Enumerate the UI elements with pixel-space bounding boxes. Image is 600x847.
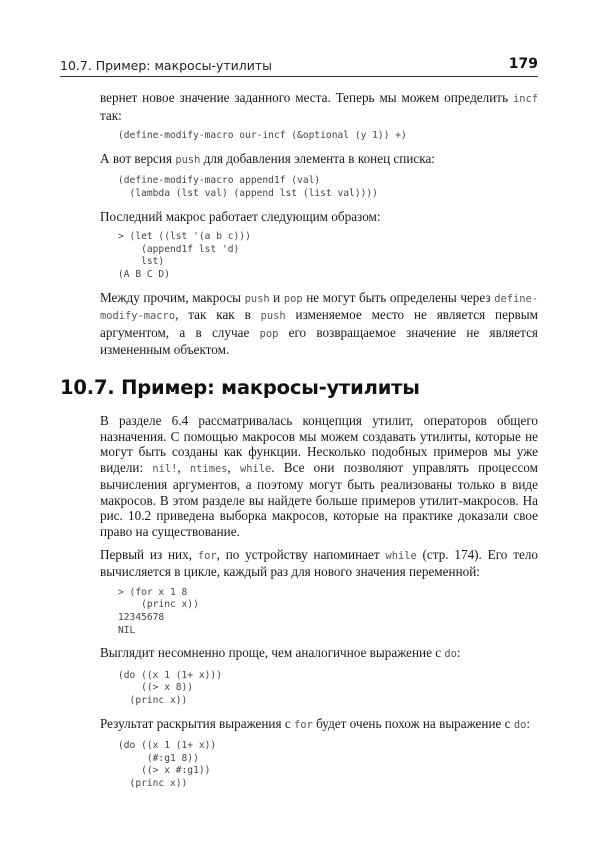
inline-code: for	[294, 718, 313, 731]
code-block-5: (do ((x 1 (1+ x))) ((> x 8)) (princ x))	[118, 669, 222, 706]
inline-code: nil!	[152, 462, 178, 475]
code-block-6: (do ((x 1 (1+ x)) (#:g1 8)) ((> x #:g1)) (princ x))	[118, 740, 217, 789]
paragraph-1: вернет новое значение заданного места. Теперь мы можем определить incf так:	[100, 90, 538, 123]
section-heading: 10.7. Пример: макросы-утилиты	[60, 375, 420, 399]
inline-code: for	[197, 549, 217, 562]
inline-code: push	[175, 153, 201, 166]
inline-code: push	[244, 292, 270, 305]
paragraph-3: Последний макрос работает следующим образом:	[100, 208, 381, 224]
inline-code: do	[513, 718, 527, 731]
code-block-4: > (for x 1 8 (princ x)) 12345678 NIL	[118, 586, 199, 636]
paragraph-8: Результат раскрытия выражения с for будет очень похож на выражение с do:	[100, 715, 531, 731]
inline-code: ntimes	[189, 462, 228, 475]
inline-code: while	[239, 462, 272, 475]
code-block-2: (define-modify-macro append1f (val) (lambda (lst val) (append lst (list val))))	[118, 175, 378, 199]
page-number: 179	[508, 56, 538, 72]
paragraph-2: А вот версия push для добавления элемента в конец списка:	[100, 150, 435, 166]
running-head	[60, 56, 538, 76]
inline-code: while	[385, 549, 417, 562]
paragraph-4: Между прочим, макросы push и pop не могут быть определены через define-modify-macro, так как в push изменяемое место не является первым аргументом, а в случае pop его возвращаемое значение не является измененным объектом.	[100, 289, 539, 358]
inline-code: pop	[283, 292, 303, 305]
inline-code: define-modify-macro	[100, 292, 539, 323]
inline-code: pop	[259, 327, 279, 340]
inline-code: incf	[512, 93, 538, 105]
header-rule	[60, 76, 538, 77]
code-block-1: (define-modify-macro our-incf (&optional (y 1)) +)	[118, 130, 407, 142]
running-title: 10.7. Пример: макросы-утилиты	[60, 58, 273, 73]
page-body	[60, 90, 539, 799]
inline-code: push	[260, 310, 286, 323]
paragraph-5: В разделе 6.4 рассматривалась концепция утилит, операторов общего назначения. С помощью макросов мы можем создавать утилиты, которые не могут быть созданы как функции. Несколько подобных примеров мы уже видели: nil!, ntimes, while. Все они позволяют управлять процессом вычисления аргументов, а поэтому могут быть реализованы только в виде макросов. В этом разделе вы найдете больше примеров утилит-макросов. На рис. 10.2 приведена выборка макросов, которые на практике доказали свое право на существование.	[100, 412, 538, 540]
code-block-3: > (let ((lst '(a b c))) (append1f lst 'd) lst) (A B C D)	[118, 231, 251, 280]
paragraph-7: Выглядит несомненно проще, чем аналогичное выражение с do:	[100, 645, 461, 661]
paragraph-6: Первый из них, for, по устройству напоминает while (стр. 174). Его тело вычисляется в цикле, каждый раз для нового значения переменной:	[100, 546, 538, 580]
inline-code: do	[444, 648, 457, 661]
